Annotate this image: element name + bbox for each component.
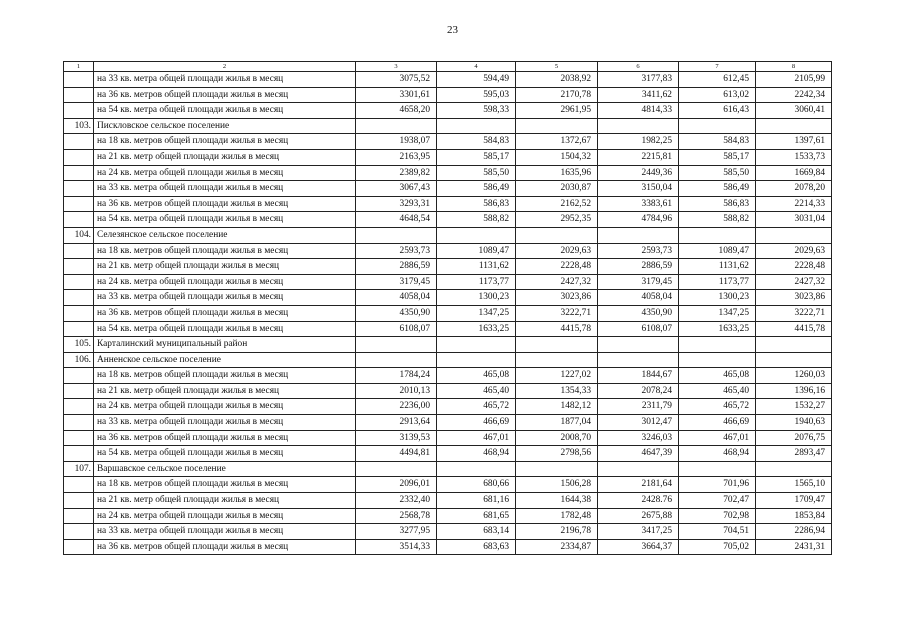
value-cell: 584,83 xyxy=(679,134,756,150)
row-description: на 18 кв. метров общей площади жилья в месяц xyxy=(94,243,356,259)
value-cell: 2431,31 xyxy=(756,539,832,555)
row-index xyxy=(64,383,94,399)
row-index xyxy=(64,87,94,103)
value-cell: 2236,00 xyxy=(356,399,437,415)
value-cell: 1354,33 xyxy=(516,383,598,399)
value-cell: 584,83 xyxy=(437,134,516,150)
value-cell: 2181,64 xyxy=(598,477,679,493)
value-cell: 3277,95 xyxy=(356,524,437,540)
value-cell: 1300,23 xyxy=(679,290,756,306)
table-row xyxy=(64,524,832,540)
row-index xyxy=(64,196,94,212)
value-cell: 2163,95 xyxy=(356,149,437,165)
value-cell: 2593,73 xyxy=(598,243,679,259)
value-cell: 681,65 xyxy=(437,508,516,524)
row-description: на 24 кв. метра общей площади жилья в месяц xyxy=(94,508,356,524)
value-cell: 4350,90 xyxy=(598,305,679,321)
row-description: на 21 кв. метр общей площади жилья в месяц xyxy=(94,259,356,275)
row-index xyxy=(64,305,94,321)
row-description: на 36 кв. метров общей площади жилья в месяц xyxy=(94,87,356,103)
value-cell: 1397,61 xyxy=(756,134,832,150)
row-index xyxy=(64,212,94,228)
value-cell: 2078,20 xyxy=(756,181,832,197)
tariff-table xyxy=(63,61,832,555)
value-cell: 3177,83 xyxy=(598,72,679,88)
value-cell: 1089,47 xyxy=(437,243,516,259)
empty-cell xyxy=(598,337,679,353)
value-cell: 1533,73 xyxy=(756,149,832,165)
table-row xyxy=(64,212,832,228)
value-cell: 3023,86 xyxy=(516,290,598,306)
table-row xyxy=(64,290,832,306)
empty-cell xyxy=(756,227,832,243)
value-cell: 4814,33 xyxy=(598,103,679,119)
value-cell: 1633,25 xyxy=(437,321,516,337)
value-cell: 2311,79 xyxy=(598,399,679,415)
row-index xyxy=(64,446,94,462)
value-cell: 465,40 xyxy=(437,383,516,399)
empty-cell xyxy=(756,118,832,134)
row-description: на 18 кв. метров общей площади жилья в месяц xyxy=(94,477,356,493)
empty-cell xyxy=(598,461,679,477)
value-cell: 595,03 xyxy=(437,87,516,103)
value-cell: 2242,34 xyxy=(756,87,832,103)
value-cell: 2076,75 xyxy=(756,430,832,446)
empty-cell xyxy=(756,352,832,368)
value-cell: 1982,25 xyxy=(598,134,679,150)
value-cell: 2105,99 xyxy=(756,72,832,88)
value-cell: 467,01 xyxy=(437,430,516,446)
value-cell: 465,72 xyxy=(679,399,756,415)
value-cell: 2886,59 xyxy=(598,259,679,275)
column-number: 7 xyxy=(679,62,756,72)
column-number: 2 xyxy=(94,62,356,72)
table-row xyxy=(64,508,832,524)
value-cell: 2593,73 xyxy=(356,243,437,259)
table-row xyxy=(64,493,832,509)
row-index xyxy=(64,321,94,337)
value-cell: 465,08 xyxy=(679,368,756,384)
table-row xyxy=(64,149,832,165)
value-cell: 2675,88 xyxy=(598,508,679,524)
value-cell: 3222,71 xyxy=(756,305,832,321)
row-description: на 36 кв. метров общей площади жилья в месяц xyxy=(94,539,356,555)
column-number: 8 xyxy=(756,62,832,72)
value-cell: 4784,96 xyxy=(598,212,679,228)
row-description: на 54 кв. метра общей площади жилья в месяц xyxy=(94,103,356,119)
row-index xyxy=(64,72,94,88)
value-cell: 2196,78 xyxy=(516,524,598,540)
value-cell: 1347,25 xyxy=(437,305,516,321)
row-index xyxy=(64,430,94,446)
value-cell: 3060,41 xyxy=(756,103,832,119)
section-title: Анненское сельское поселение xyxy=(94,352,356,368)
value-cell: 585,50 xyxy=(437,165,516,181)
row-index: 104. xyxy=(64,227,94,243)
empty-cell xyxy=(516,337,598,353)
table-row xyxy=(64,72,832,88)
table-row xyxy=(64,243,832,259)
value-cell: 2389,82 xyxy=(356,165,437,181)
value-cell: 585,50 xyxy=(679,165,756,181)
section-title: Варшавское сельское поселение xyxy=(94,461,356,477)
empty-cell xyxy=(679,337,756,353)
row-index xyxy=(64,243,94,259)
row-description: на 36 кв. метров общей площади жилья в месяц xyxy=(94,430,356,446)
empty-cell xyxy=(679,227,756,243)
table-row xyxy=(64,477,832,493)
value-cell: 2214,33 xyxy=(756,196,832,212)
value-cell: 4415,78 xyxy=(516,321,598,337)
value-cell: 1565,10 xyxy=(756,477,832,493)
empty-cell xyxy=(679,118,756,134)
table-row xyxy=(64,539,832,555)
value-cell: 2030,87 xyxy=(516,181,598,197)
value-cell: 594,49 xyxy=(437,72,516,88)
row-description: на 21 кв. метр общей площади жилья в месяц xyxy=(94,149,356,165)
row-index xyxy=(64,415,94,431)
row-description: на 33 кв. метра общей площади жилья в месяц xyxy=(94,72,356,88)
value-cell: 1173,77 xyxy=(679,274,756,290)
value-cell: 616,43 xyxy=(679,103,756,119)
empty-cell xyxy=(598,227,679,243)
table-row xyxy=(64,446,832,462)
table-row xyxy=(64,196,832,212)
value-cell: 3514,33 xyxy=(356,539,437,555)
value-cell: 681,16 xyxy=(437,493,516,509)
row-index xyxy=(64,508,94,524)
value-cell: 3179,45 xyxy=(356,274,437,290)
table-row xyxy=(64,430,832,446)
row-index xyxy=(64,399,94,415)
value-cell: 2427,32 xyxy=(756,274,832,290)
page-number: 23 xyxy=(447,24,458,36)
value-cell: 3383,61 xyxy=(598,196,679,212)
row-description: на 18 кв. метров общей площади жилья в месяц xyxy=(94,368,356,384)
value-cell: 4648,54 xyxy=(356,212,437,228)
value-cell: 3067,43 xyxy=(356,181,437,197)
value-cell: 1504,32 xyxy=(516,149,598,165)
value-cell: 586,49 xyxy=(437,181,516,197)
row-description: на 54 кв. метра общей площади жилья в месяц xyxy=(94,321,356,337)
value-cell: 3179,45 xyxy=(598,274,679,290)
value-cell: 704,51 xyxy=(679,524,756,540)
empty-cell xyxy=(516,227,598,243)
row-index: 106. xyxy=(64,352,94,368)
section-row xyxy=(64,352,832,368)
value-cell: 1347,25 xyxy=(679,305,756,321)
empty-cell xyxy=(679,352,756,368)
value-cell: 4658,20 xyxy=(356,103,437,119)
row-description: на 33 кв. метра общей площади жилья в месяц xyxy=(94,181,356,197)
value-cell: 1173,77 xyxy=(437,274,516,290)
empty-cell xyxy=(598,352,679,368)
table-row xyxy=(64,305,832,321)
value-cell: 2568,78 xyxy=(356,508,437,524)
column-number: 5 xyxy=(516,62,598,72)
value-cell: 2029,63 xyxy=(516,243,598,259)
empty-cell xyxy=(756,337,832,353)
empty-cell xyxy=(437,227,516,243)
value-cell: 3417,25 xyxy=(598,524,679,540)
row-description: на 54 кв. метра общей площади жилья в месяц xyxy=(94,212,356,228)
row-description: на 18 кв. метров общей площади жилья в месяц xyxy=(94,134,356,150)
value-cell: 1784,24 xyxy=(356,368,437,384)
empty-cell xyxy=(356,118,437,134)
value-cell: 465,08 xyxy=(437,368,516,384)
section-row xyxy=(64,118,832,134)
value-cell: 2334,87 xyxy=(516,539,598,555)
value-cell: 1260,03 xyxy=(756,368,832,384)
value-cell: 3411,62 xyxy=(598,87,679,103)
value-cell: 1633,25 xyxy=(679,321,756,337)
row-description: на 24 кв. метра общей площади жилья в месяц xyxy=(94,274,356,290)
value-cell: 1089,47 xyxy=(679,243,756,259)
value-cell: 1372,67 xyxy=(516,134,598,150)
value-cell: 2170,78 xyxy=(516,87,598,103)
row-index xyxy=(64,259,94,275)
row-index: 107. xyxy=(64,461,94,477)
value-cell: 2449,36 xyxy=(598,165,679,181)
table-row xyxy=(64,134,832,150)
value-cell: 2798,56 xyxy=(516,446,598,462)
value-cell: 1227,02 xyxy=(516,368,598,384)
empty-cell xyxy=(437,461,516,477)
value-cell: 2215,81 xyxy=(598,149,679,165)
column-number: 1 xyxy=(64,62,94,72)
table-row xyxy=(64,103,832,119)
empty-cell xyxy=(356,352,437,368)
value-cell: 3150,04 xyxy=(598,181,679,197)
value-cell: 2913,64 xyxy=(356,415,437,431)
row-index xyxy=(64,134,94,150)
value-cell: 4058,04 xyxy=(356,290,437,306)
row-index: 103. xyxy=(64,118,94,134)
column-number: 4 xyxy=(437,62,516,72)
row-index xyxy=(64,274,94,290)
empty-cell xyxy=(516,461,598,477)
value-cell: 4415,78 xyxy=(756,321,832,337)
empty-cell xyxy=(437,352,516,368)
empty-cell xyxy=(679,461,756,477)
row-index xyxy=(64,368,94,384)
empty-cell xyxy=(756,461,832,477)
value-cell: 2038,92 xyxy=(516,72,598,88)
row-index xyxy=(64,290,94,306)
value-cell: 2886,59 xyxy=(356,259,437,275)
value-cell: 1782,48 xyxy=(516,508,598,524)
value-cell: 465,72 xyxy=(437,399,516,415)
row-index xyxy=(64,103,94,119)
empty-cell xyxy=(598,118,679,134)
section-row xyxy=(64,461,832,477)
value-cell: 2961,95 xyxy=(516,103,598,119)
value-cell: 598,33 xyxy=(437,103,516,119)
value-cell: 1396,16 xyxy=(756,383,832,399)
row-description: на 33 кв. метра общей площади жилья в месяц xyxy=(94,290,356,306)
value-cell: 2952,35 xyxy=(516,212,598,228)
value-cell: 683,63 xyxy=(437,539,516,555)
value-cell: 1635,96 xyxy=(516,165,598,181)
value-cell: 585,17 xyxy=(679,149,756,165)
value-cell: 3301,61 xyxy=(356,87,437,103)
table-row xyxy=(64,274,832,290)
row-index xyxy=(64,477,94,493)
value-cell: 468,94 xyxy=(437,446,516,462)
table-row xyxy=(64,321,832,337)
value-cell: 1669,84 xyxy=(756,165,832,181)
value-cell: 6108,07 xyxy=(356,321,437,337)
value-cell: 1482,12 xyxy=(516,399,598,415)
empty-cell xyxy=(356,227,437,243)
value-cell: 613,02 xyxy=(679,87,756,103)
value-cell: 2428.76 xyxy=(598,493,679,509)
value-cell: 465,40 xyxy=(679,383,756,399)
value-cell: 468,94 xyxy=(679,446,756,462)
value-cell: 2162,52 xyxy=(516,196,598,212)
value-cell: 2078,24 xyxy=(598,383,679,399)
value-cell: 1300,23 xyxy=(437,290,516,306)
value-cell: 680,66 xyxy=(437,477,516,493)
value-cell: 466,69 xyxy=(437,415,516,431)
value-cell: 1877,04 xyxy=(516,415,598,431)
empty-cell xyxy=(356,461,437,477)
value-cell: 2427,32 xyxy=(516,274,598,290)
value-cell: 1940,63 xyxy=(756,415,832,431)
table-row xyxy=(64,383,832,399)
section-title: Селезянское сельское поселение xyxy=(94,227,356,243)
section-title: Карталинский муниципальный район xyxy=(94,337,356,353)
value-cell: 702,47 xyxy=(679,493,756,509)
value-cell: 585,17 xyxy=(437,149,516,165)
value-cell: 586,49 xyxy=(679,181,756,197)
row-index xyxy=(64,493,94,509)
value-cell: 1644,38 xyxy=(516,493,598,509)
value-cell: 466,69 xyxy=(679,415,756,431)
value-cell: 2332,40 xyxy=(356,493,437,509)
column-number: 3 xyxy=(356,62,437,72)
empty-cell xyxy=(516,118,598,134)
value-cell: 1853,84 xyxy=(756,508,832,524)
value-cell: 2286,94 xyxy=(756,524,832,540)
value-cell: 586,83 xyxy=(679,196,756,212)
value-cell: 612,45 xyxy=(679,72,756,88)
value-cell: 702,98 xyxy=(679,508,756,524)
column-number: 6 xyxy=(598,62,679,72)
table-row xyxy=(64,368,832,384)
value-cell: 2010,13 xyxy=(356,383,437,399)
value-cell: 3023,86 xyxy=(756,290,832,306)
row-index xyxy=(64,149,94,165)
value-cell: 3031,04 xyxy=(756,212,832,228)
value-cell: 3664,37 xyxy=(598,539,679,555)
value-cell: 3139,53 xyxy=(356,430,437,446)
value-cell: 1131,62 xyxy=(437,259,516,275)
value-cell: 2893,47 xyxy=(756,446,832,462)
table-row xyxy=(64,415,832,431)
value-cell: 588,82 xyxy=(679,212,756,228)
value-cell: 6108,07 xyxy=(598,321,679,337)
value-cell: 1532,27 xyxy=(756,399,832,415)
section-title: Пискловское сельское поселение xyxy=(94,118,356,134)
value-cell: 705,02 xyxy=(679,539,756,555)
empty-cell xyxy=(516,352,598,368)
row-description: на 24 кв. метра общей площади жилья в месяц xyxy=(94,165,356,181)
value-cell: 3246,03 xyxy=(598,430,679,446)
value-cell: 3293,31 xyxy=(356,196,437,212)
value-cell: 2096,01 xyxy=(356,477,437,493)
row-index xyxy=(64,524,94,540)
table-body xyxy=(64,62,832,555)
value-cell: 1938,07 xyxy=(356,134,437,150)
column-number-row xyxy=(64,62,832,72)
row-description: на 33 кв. метра общей площади жилья в месяц xyxy=(94,524,356,540)
value-cell: 2029,63 xyxy=(756,243,832,259)
value-cell: 683,14 xyxy=(437,524,516,540)
row-index xyxy=(64,539,94,555)
value-cell: 2228,48 xyxy=(516,259,598,275)
section-row xyxy=(64,227,832,243)
row-index: 105. xyxy=(64,337,94,353)
empty-cell xyxy=(356,337,437,353)
value-cell: 701,96 xyxy=(679,477,756,493)
row-description: на 21 кв. метр общей площади жилья в месяц xyxy=(94,493,356,509)
table-row xyxy=(64,87,832,103)
value-cell: 1844,67 xyxy=(598,368,679,384)
row-description: на 33 кв. метра общей площади жилья в месяц xyxy=(94,415,356,431)
row-description: на 21 кв. метр общей площади жилья в месяц xyxy=(94,383,356,399)
value-cell: 2008,70 xyxy=(516,430,598,446)
value-cell: 4647,39 xyxy=(598,446,679,462)
empty-cell xyxy=(437,337,516,353)
row-description: на 36 кв. метров общей площади жилья в месяц xyxy=(94,196,356,212)
value-cell: 1709,47 xyxy=(756,493,832,509)
section-row xyxy=(64,337,832,353)
row-index xyxy=(64,165,94,181)
value-cell: 3222,71 xyxy=(516,305,598,321)
value-cell: 588,82 xyxy=(437,212,516,228)
value-cell: 4494,81 xyxy=(356,446,437,462)
value-cell: 467,01 xyxy=(679,430,756,446)
value-cell: 4058,04 xyxy=(598,290,679,306)
value-cell: 586,83 xyxy=(437,196,516,212)
row-description: на 36 кв. метров общей площади жилья в месяц xyxy=(94,305,356,321)
value-cell: 2228,48 xyxy=(756,259,832,275)
value-cell: 1506,28 xyxy=(516,477,598,493)
row-description: на 24 кв. метра общей площади жилья в месяц xyxy=(94,399,356,415)
value-cell: 3012,47 xyxy=(598,415,679,431)
table-row xyxy=(64,259,832,275)
value-cell: 4350,90 xyxy=(356,305,437,321)
table-row xyxy=(64,181,832,197)
row-description: на 54 кв. метра общей площади жилья в месяц xyxy=(94,446,356,462)
empty-cell xyxy=(437,118,516,134)
table-row xyxy=(64,399,832,415)
value-cell: 1131,62 xyxy=(679,259,756,275)
row-index xyxy=(64,181,94,197)
table-row xyxy=(64,165,832,181)
value-cell: 3075,52 xyxy=(356,72,437,88)
